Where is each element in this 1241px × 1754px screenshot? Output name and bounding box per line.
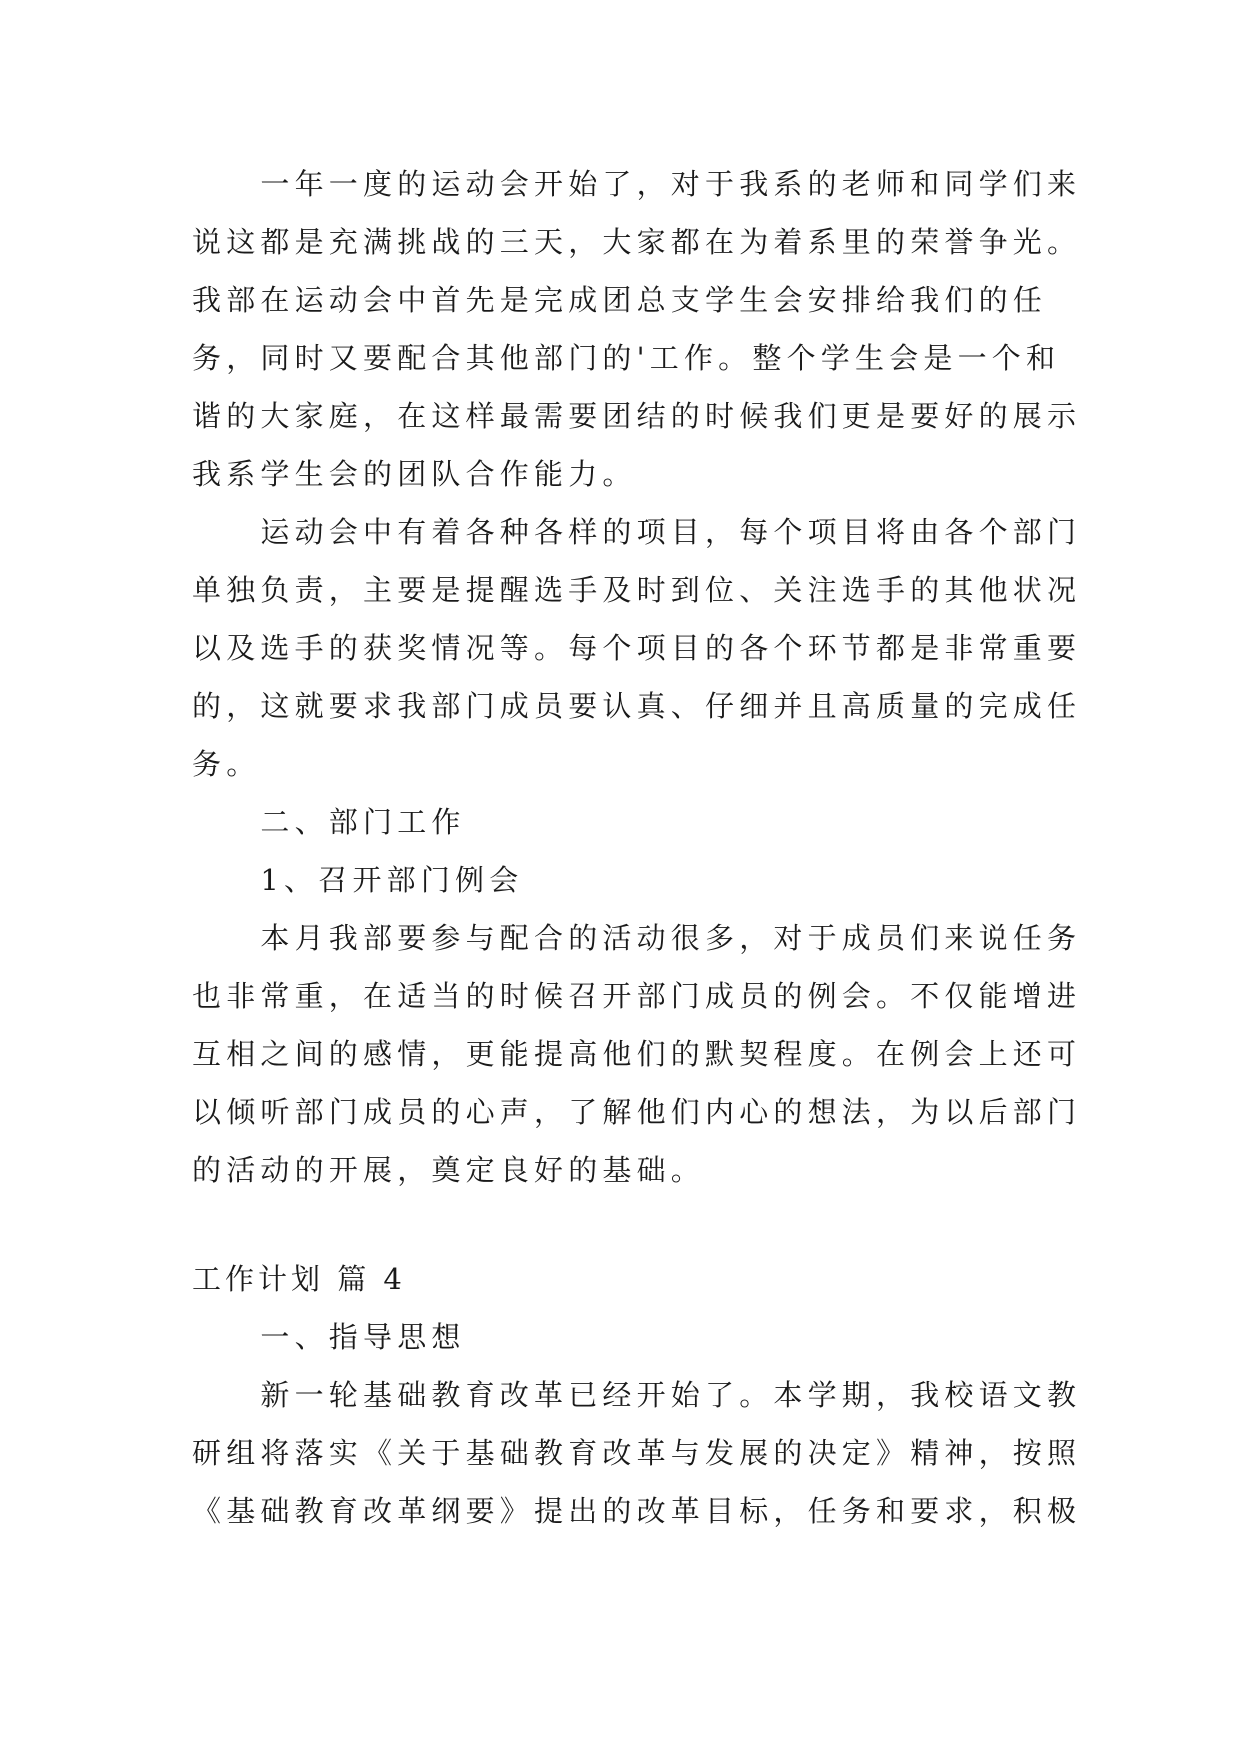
item-heading: 1、召开部门例会 (192, 863, 524, 897)
paragraph-line: 单独负责，主要是提醒选手及时到位、关注选手的其他状况 (192, 573, 1082, 607)
paragraph-line: 务。 (192, 747, 261, 781)
paragraph-line: 的，这就要求我部门成员要认真、仔细并且高质量的完成任 (192, 689, 1082, 723)
paragraph-line: 也非常重，在适当的时候召开部门成员的例会。不仅能增进 (192, 979, 1082, 1013)
paragraph-line: 以倾听部门成员的心声，了解他们内心的想法，为以后部门 (192, 1095, 1082, 1129)
body-text-part1 (192, 155, 1082, 1199)
paragraph-line: 运动会中有着各种各样的项目，每个项目将由各个部门 (192, 515, 1082, 549)
paragraph-line: 互相之间的感情，更能提高他们的默契程度。在例会上还可 (192, 1037, 1082, 1071)
section-subheading: 一、指导思想 (192, 1320, 466, 1354)
paragraph-line: 《基础教育改革纲要》提出的改革目标，任务和要求，积极 (192, 1494, 1082, 1528)
body-text-part2 (192, 1250, 1082, 1540)
paragraph-line: 本月我部要参与配合的活动很多，对于成员们来说任务 (192, 921, 1082, 955)
paragraph-line: 务，同时又要配合其他部门的'工作。整个学生会是一个和 (192, 341, 1061, 375)
paragraph-line: 研组将落实《关于基础教育改革与发展的决定》精神，按照 (192, 1436, 1082, 1470)
paragraph-line: 说这都是充满挑战的三天，大家都在为着系里的荣誉争光。 (192, 225, 1082, 259)
section-subheading: 二、部门工作 (192, 805, 466, 839)
paragraph-line: 新一轮基础教育改革已经开始了。本学期，我校语文教 (192, 1378, 1082, 1412)
paragraph-line: 以及选手的获奖情况等。每个项目的各个环节都是非常重要 (192, 631, 1082, 665)
paragraph-line: 我系学生会的团队合作能力。 (192, 457, 637, 491)
paragraph-line: 谐的大家庭，在这样最需要团结的时候我们更是要好的展示 (192, 399, 1082, 433)
paragraph-line: 一年一度的运动会开始了，对于我系的老师和同学们来 (192, 167, 1082, 201)
paragraph-line: 的活动的开展，奠定良好的基础。 (192, 1153, 706, 1187)
section-heading: 工作计划 篇 4 (192, 1262, 406, 1296)
paragraph-line: 我部在运动会中首先是完成团总支学生会安排给我们的任 (192, 283, 1048, 317)
